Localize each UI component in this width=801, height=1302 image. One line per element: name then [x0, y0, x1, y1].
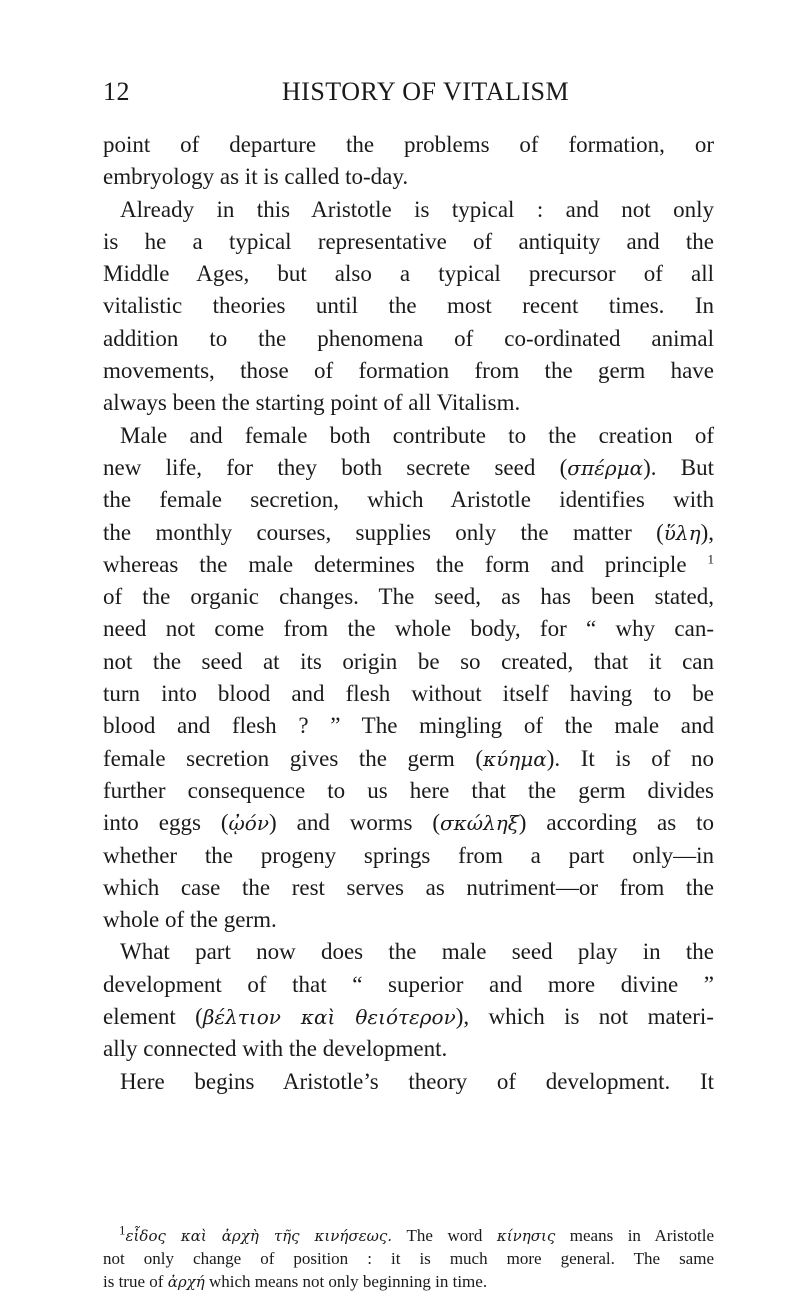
- text-line: which case the rest serves as nutriment—or from the: [103, 874, 714, 900]
- text-line: turn into blood and flesh without itself having to be: [103, 681, 714, 707]
- text-line: not the seed at its origin be so created, that it can: [103, 648, 714, 674]
- text-line: Male and female both contribute to the creation of: [120, 422, 714, 448]
- text-line: always been the starting point of all Vitalism.: [103, 390, 521, 416]
- text-segment: ) according as to: [518, 810, 714, 836]
- text-line: blood and flesh ? ” The mingling of the male and: [103, 713, 714, 739]
- text-segment: whereas the male determines the form and principle: [103, 551, 687, 577]
- text-segment: the monthly courses, supplies only the matter (: [103, 519, 664, 545]
- text-line: embryology as it is called to-day.: [103, 164, 409, 190]
- greek-word: σκώληξ: [440, 811, 519, 836]
- text-line: point of departure the problems of formation, or: [103, 132, 714, 157]
- greek-word: ὕλη: [663, 520, 701, 545]
- page-number: 12: [103, 77, 130, 106]
- text-line: [103, 807, 714, 839]
- text-segment: is true of: [103, 1272, 168, 1291]
- text-segment: ). It is of no: [546, 745, 714, 771]
- greek-word: κίνησις: [496, 1227, 556, 1245]
- footnote-marker: 1: [119, 1222, 126, 1238]
- running-head: [103, 77, 708, 111]
- text-line: is he a typical representative of antiquity and the: [103, 228, 714, 254]
- footnote-line: [103, 1270, 714, 1293]
- running-title: HISTORY OF VITALISM: [281, 77, 570, 106]
- text-line: whole of the germ.: [103, 907, 277, 933]
- text-segment: means in Aristotle: [555, 1226, 714, 1245]
- greek-phrase: εἶδος καὶ ἀρχὴ τῆς κινήσεως.: [125, 1227, 393, 1245]
- text-segment: ) and worms (: [269, 810, 440, 836]
- text-segment: new life, for they both secrete seed (: [103, 454, 568, 480]
- text-line: further consequence to us here that the germ divides: [103, 777, 714, 803]
- text-line: [103, 743, 714, 775]
- text-line: development of that “ superior and more divine ”: [103, 971, 714, 997]
- footnote: [103, 1224, 714, 1293]
- text-segment: into eggs (: [103, 810, 229, 836]
- text-line: [103, 517, 714, 549]
- text-segment: ). But: [643, 454, 715, 480]
- greek-word: ᾠόν: [228, 811, 270, 836]
- text-segment: which means not only beginning in time.: [204, 1272, 488, 1291]
- text-line: movements, those of formation from the germ have: [103, 358, 714, 384]
- greek-word: βέλτιον καὶ θειότερον: [202, 1005, 456, 1030]
- text-line: Middle Ages, but also a typical precursor of all: [103, 261, 714, 287]
- text-line: Already in this Aristotle is typical : and not only: [120, 196, 714, 222]
- footnote-line: not only change of position : it is much more general. The same: [103, 1249, 714, 1268]
- text-segment: element (: [103, 1004, 203, 1030]
- greek-word: ἀρχή: [167, 1273, 205, 1291]
- text-line: of the organic changes. The seed, as has been stated,: [103, 584, 714, 610]
- text-segment: female secretion gives the germ (: [103, 745, 483, 771]
- text-line: need not come from the whole body, for “ why can-: [103, 616, 714, 642]
- text-line: [103, 549, 714, 581]
- text-segment: ), which is not materi-: [455, 1004, 714, 1030]
- footnote-ref: 1: [707, 551, 715, 567]
- text-line: Here begins Aristotle’s theory of development. It: [120, 1068, 714, 1094]
- greek-word: κύημα: [482, 746, 547, 771]
- greek-word: σπέρμα: [567, 455, 644, 480]
- text-line: [103, 452, 714, 484]
- text-line: What part now does the male seed play in the: [120, 939, 714, 965]
- text-line: [103, 1001, 714, 1033]
- text-segment: The word: [392, 1226, 497, 1245]
- text-segment: ),: [700, 519, 714, 545]
- text-line: ally connected with the development.: [103, 1036, 448, 1062]
- footnote-line: [103, 1224, 714, 1247]
- text-line: the female secretion, which Aristotle identifies with: [103, 487, 714, 513]
- text-line: vitalistic theories until the most recent times. In: [103, 293, 714, 319]
- text-line: addition to the phenomena of co-ordinated animal: [103, 325, 714, 351]
- text-line: whether the progeny springs from a part only—in: [103, 842, 714, 868]
- body-text: [103, 129, 714, 1098]
